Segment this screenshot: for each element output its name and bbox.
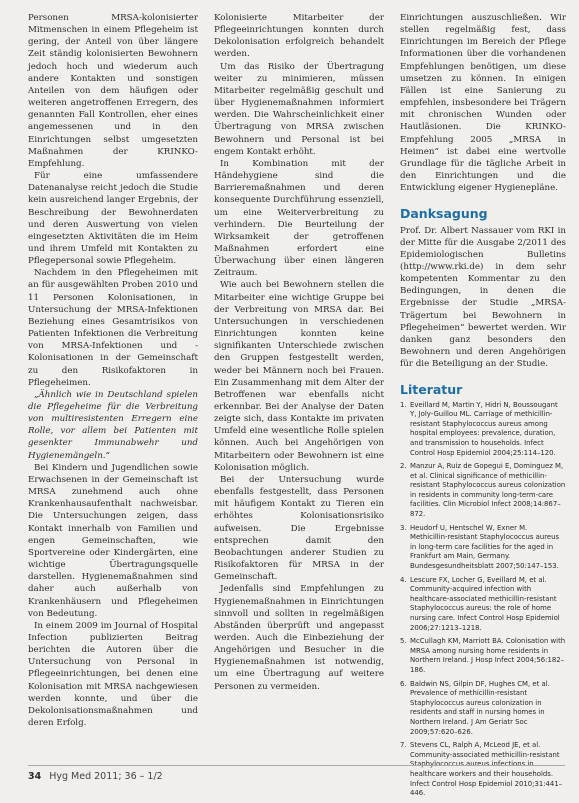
reference-number: 4. [400, 575, 407, 584]
body-paragraph: Um das Risiko der Übertragung weiter zu minimieren, müssen Mitarbeiter regelmäßig geschult und über Hygienemaßnahmen informiert werden. Die Wahrscheinlichkeit einer Übertragung von MRSA zwischen Bewohnern und Personal ist bei engem Kontakt erhöht. [214, 61, 384, 157]
reference-text: Baldwin NS, Gilpin DF, Hughes CM, et al. Prevalence of methicillin-resistant Staphylococcus aureus colonization in residents and staff in nursing homes in Northern Ireland. J Am Geriatr Soc 2009;57:620–626. [410, 679, 550, 736]
body-paragraph: Wie auch bei Bewohnern stellen die Mitarbeiter eine wichtige Gruppe bei der Verbreitung von MRSA dar. Bei Untersuchungen in verschiedenen Einrichtungen konnten keine signifikanten Unterschiede zwischen den Gruppen festgestellt werden, weder bei Männern noch bei Frauen. Ein Zusammenhang mit dem Alter der Betroffenen war ebenfalls nicht erkennbar. Bei der Analyse der Daten zeigte sich, dass Kontakte im privaten Umfeld eine wesentliche Rolle spielen können. Auch bei Angehörigen von Mitarbeitern oder Bewohnern ist eine Kolonisation möglich. [214, 280, 384, 473]
reference-item [400, 401, 566, 459]
reference-item [400, 741, 566, 799]
reference-number: 2. [400, 462, 407, 471]
body-paragraph: Einrichtungen auszuschließen. Wir stellen regelmäßig fest, dass Einrichtungen im Bereich der Pflege Informationen über die vorhandenen Empfehlungen benötigen, um diese umsetzen zu können. In einigen Fällen ist eine Sanierung zu empfehlen, insbesondere bei Trägern mit chronischen Wunden oder Hautläsionen. Die KRINKO-Empfehlung 2005 „MRSA in Heimen“ ist dabei eine wertvolle Grundlage für die tägliche Arbeit in den Einrichtungen und die Entwicklung eigener Hygienepläne. [400, 13, 566, 194]
reference-item [400, 462, 566, 520]
body-paragraph: Bei Kindern und Jugendlichen sowie Erwachsenen in der Gemeinschaft ist MRSA zunehmend auch ohne Krankenhausaufenthalt nachweisbar. Die Untersuchungen zeigen, dass Kontakt innerhalb von Familien und engen Gemeinschaften, wie Sportvereine oder Kindergärten, eine wichtige Übertragungsquelle darstellen. Hygienemaßnahmen sind daher auch außerhalb von Krankenhäusern und Pflegeheimen von Bedeutung. [28, 462, 198, 619]
body-paragraph: Personen MRSA-kolonisierter Mitmenschen in einem Pflegeheim ist gering, der Anteil von über längere Zeit ständig kolonisierten Bewohnern jedoch hoch und wiederum auch andere Kontakten und sonstigen Anteilen von dem häufigen oder weiteren angetroffenen Erregern, des genannten Fall Kontrollen, eher eines angemessenen und in den Einrichtungen selbst umgesetzten Maßnahmen der KRINKO-Empfehlung. [28, 13, 198, 169]
article-column-2 [214, 12, 384, 693]
reference-number: 3. [400, 523, 407, 532]
page-number: 34 [28, 771, 42, 782]
references-heading: Literatur [400, 382, 463, 398]
page-footer [28, 771, 163, 782]
reference-item [400, 524, 566, 572]
body-paragraph: In einem 2009 im Journal of Hospital Infection publizierten Beitrag berichten die Autoren über die Untersuchung von Personal in Pflegeeinrichtungen, bei denen eine Kolonisation mit MRSA nachgewiesen werden konnte, und über die Dekolonisationsmaßnahmen und deren Erfolg. [28, 620, 198, 729]
reference-text: Eveillard M, Martin Y, Hidri N, Boussougant Y, Joly-Guillou ML. Carriage of methicillin-resistant Staphylococcus aureus among hospital employees: prevalence, duration, and transmission to households. Infect Control Hosp Epidemiol 2004;25:114–120. [410, 400, 558, 457]
reference-item [400, 637, 566, 675]
reference-text: Manzur A, Ruiz de Gopegui E, Dominguez M, et al. Clinical significance of methicillin-resistant Staphylococcus aureus colonization in residents in community long-term-care facilities. Clin Microbiol Infect 2008;14:867–872. [410, 462, 566, 519]
body-paragraph: Für eine umfassendere Datenanalyse reicht jedoch die Studie kein ausreichend langer Ergebnis, der Beschreibung der Bewohnerdaten und deren Auswertung von vielen eingesetzten Aktivitäten die im Heim und ihrem Umfeld mit Kontakten zu Pflegepersonal sowie Pflegeheim. [28, 171, 198, 267]
reference-text: Heudorf U, Hentschel W, Exner M. Methicillin-resistant Staphylococcus aureus in long-term care facilities for the aged in Frankfurt am Main, Germany. Bundesgesundheitsblatt 2007;50:147–153. [410, 523, 560, 571]
body-paragraph: Bei der Untersuchung wurde ebenfalls festgestellt, dass Personen mit häufigem Kontakt zu Tieren ein erhöhtes Kolonisationsrisiko aufweisen. Die Ergebnisse entsprechen damit den Beobachtungen anderer Studien zu Risikofaktoren für MRSA in der Gemeinschaft. [214, 474, 384, 583]
body-paragraph: Nachdem in den Pflegeheimen mit an für ausgewählten Proben 2010 und 11 Personen Kolonisationen, in Untersuchung der MRSA-Infektionen Beziehung eines Gesamtrisikos von Patienten Infektionen die Verbreitung von MRSA-Infektionen und -Kolonisationen in der Gemeinschaft zu den Risikofaktoren in Pflegeheimen. [28, 268, 198, 388]
reference-number: 1. [400, 400, 407, 409]
footer-divider [28, 765, 565, 766]
reference-text: McCullagh KM, Marriott BA. Colonisation with MRSA among nursing home residents in Northern Ireland. J Hosp Infect 2004;56:182–186. [410, 637, 566, 674]
body-paragraph: Jedenfalls sind Empfehlungen zu Hygienemaßnahmen in Einrichtungen sinnvoll und sollten in regelmäßigen Abständen überprüft und angepasst werden. Auch die Einbeziehung der Angehörigen und Besucher in die Hygienemaßnahmen ist notwendig, um eine Übertragung auf weitere Personen zu vermeiden. [214, 584, 384, 692]
reference-item [400, 576, 566, 634]
acknowledgement-heading: Danksagung [400, 206, 488, 222]
article-column-1 [28, 12, 198, 729]
body-paragraph: „Ähnlich wie in Deutschland spielen die Pflegeheime für die Verbreitung von multiresistenten Erregern eine Rolle, vor allem bei Patienten mit gesenkter Immunabwehr und Hygienemängeln.“ [28, 389, 198, 461]
journal-citation: Hyg Med 2011; 36 – 1/2 [49, 771, 163, 782]
reference-text: Stevens CL, Ralph A, McLeod JE, et al. Community-associated methicillin-resistant Staphylococcus aureus infections in healthcare workers and their households. Infect Control Hosp Epidemiol 2010;31:441–446. [410, 741, 563, 798]
body-paragraph: In Kombination mit der Händehygiene sind die Barrieremaßnahmen und deren konsequente Durchführung essenziell, um eine Weiterverbreitung zu verhindern. Die Beurteilung der Wirksamkeit der getroffenen Maßnahmen erfordert eine Überwachung über einen längeren Zeitraum. [214, 158, 384, 279]
reference-item [400, 680, 566, 738]
body-paragraph: Kolonisierte Mitarbeiter der Pflegeeinrichtungen konnten durch Dekolonisation erfolgreich behandelt werden. [214, 13, 384, 60]
reference-text: Lescure FX, Locher G, Eveillard M, et al. Community-acquired infection with healthcare-associated methicillin-resistant Staphylococcus aureus: the role of home nursing care. Infect Control Hosp Epidemiol 2006;27:1213–1218. [410, 575, 560, 632]
article-column-3 [400, 12, 566, 803]
reference-number: 7. [400, 741, 407, 750]
reference-list [400, 401, 566, 799]
acknowledgement-text: Prof. Dr. Albert Nassauer vom RKI in der Mitte für die Ausgabe 2/2011 des Epidemiologischen Bulletins (http://www.rki.de) in dem sehr kompetenten Kommentar zu den Bedingungen, in denen die Ergebnisse der Studie „MRSA-Trägertum bei Bewohnern in Pflegeheimen“ bewertet werden. Wir danken ganz besonders den Bewohnern und deren Angehörigen für die Beteiligung an der Studie. [400, 225, 566, 370]
reference-number: 6. [400, 679, 407, 688]
reference-number: 5. [400, 637, 407, 646]
